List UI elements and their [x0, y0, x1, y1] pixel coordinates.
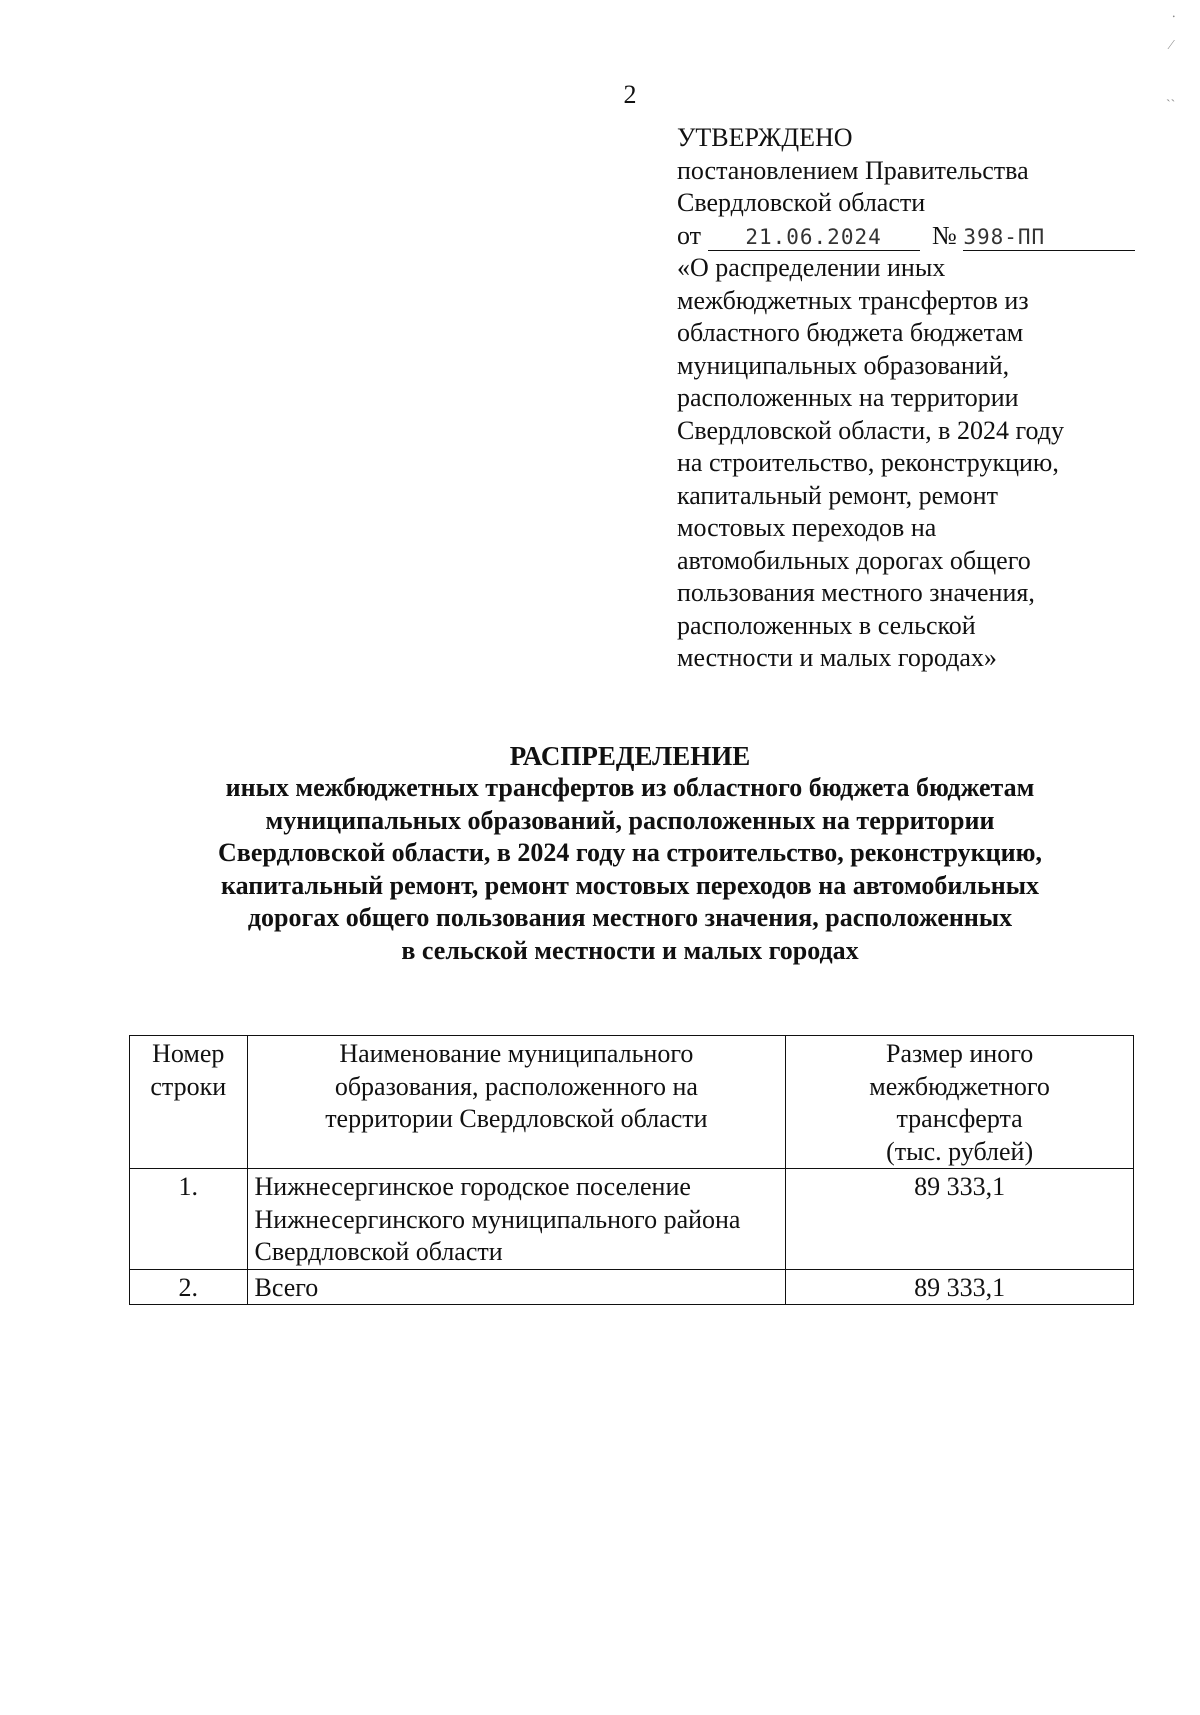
subtitle-line: в сельской местности и малых городах	[401, 935, 859, 965]
header-line: Номер	[152, 1039, 225, 1068]
distribution-table	[129, 1035, 1134, 1305]
approval-date-line	[677, 220, 1137, 253]
header-line: трансферта	[896, 1104, 1023, 1133]
subtitle-line: капитальный ремонт, ремонт мостовых переходов на автомобильных	[220, 870, 1039, 900]
header-line: Наименование муниципального	[339, 1039, 694, 1068]
date-field	[708, 223, 920, 251]
subtitle-line: Свердловской области, в 2024 году на строительство, реконструкцию,	[218, 838, 1042, 867]
header-line: межбюджетного	[869, 1071, 1050, 1101]
row-number: 2.	[130, 1269, 248, 1305]
header-line: строки	[150, 1071, 227, 1101]
header-municipality-name	[247, 1036, 786, 1169]
approval-title-line: на строительство, реконструкцию,	[677, 448, 1059, 477]
approval-title-line: «О распределении иных	[677, 253, 946, 282]
transfer-amount: 89 333,1	[786, 1169, 1134, 1270]
municipality-name	[247, 1169, 786, 1270]
number-prefix: №	[932, 220, 957, 250]
number-value: 398-ПП	[963, 224, 1046, 249]
approval-title-line: мостовых переходов на	[677, 513, 937, 542]
approval-title-line: Свердловской области, в 2024 году	[677, 415, 1064, 445]
approval-line-2: Свердловской области	[677, 188, 926, 217]
total-label	[247, 1269, 786, 1305]
scan-artifact: ˴˴	[1166, 92, 1176, 107]
approval-title-line: областного бюджета бюджетам	[677, 318, 1024, 347]
name-line: Нижнесергинское городское поселение	[254, 1172, 691, 1201]
approval-block	[677, 122, 1137, 675]
page-number: 2	[623, 80, 637, 109]
header-line: территории Свердловской области	[325, 1104, 708, 1133]
approval-heading: УТВЕРЖДЕНО	[677, 123, 853, 152]
name-line: Всего	[254, 1272, 319, 1302]
document-subtitle	[150, 772, 1110, 967]
header-line: образования, расположенного на	[334, 1071, 698, 1101]
approval-title-line: пользования местного значения,	[677, 578, 1035, 607]
table-header-row	[130, 1036, 1134, 1169]
subtitle-line: иных межбюджетных трансфертов из областного бюджета бюджетам	[225, 773, 1035, 802]
date-value: 21.06.2024	[745, 224, 882, 249]
total-amount: 89 333,1	[786, 1269, 1134, 1305]
scan-artifact: ⁄	[1170, 38, 1173, 53]
table-row-total	[130, 1269, 1134, 1305]
approval-title-line: расположенных на территории	[677, 383, 1019, 412]
row-number: 1.	[130, 1169, 248, 1270]
approval-title-line: местности и малых городах»	[677, 643, 997, 672]
table-row	[130, 1169, 1134, 1270]
name-line: Свердловской области	[254, 1237, 503, 1266]
header-row-number	[130, 1036, 248, 1169]
approval-title-line: капитальный ремонт, ремонт	[677, 480, 998, 510]
number-field	[963, 223, 1135, 251]
scan-artifact: ∙	[1172, 10, 1176, 25]
approval-title-line: межбюджетных трансфертов из	[677, 285, 1029, 315]
subtitle-line: муниципальных образований, расположенных на территории	[265, 805, 995, 835]
subtitle-line: дорогах общего пользования местного значения, расположенных	[247, 903, 1013, 932]
approval-title-line: расположенных в сельской	[677, 610, 976, 640]
approval-title-line: муниципальных образований,	[677, 350, 1010, 380]
header-line: (тыс. рублей)	[886, 1136, 1034, 1166]
document-title: РАСПРЕДЕЛЕНИЕ	[509, 741, 751, 771]
header-line: Размер иного	[885, 1039, 1034, 1068]
name-line: Нижнесергинского муниципального района	[254, 1204, 741, 1234]
approval-line-1: постановлением Правительства	[677, 155, 1029, 185]
header-transfer-amount	[786, 1036, 1134, 1169]
date-prefix: от	[677, 220, 702, 250]
approval-title-line: автомобильных дорогах общего	[677, 545, 1031, 575]
